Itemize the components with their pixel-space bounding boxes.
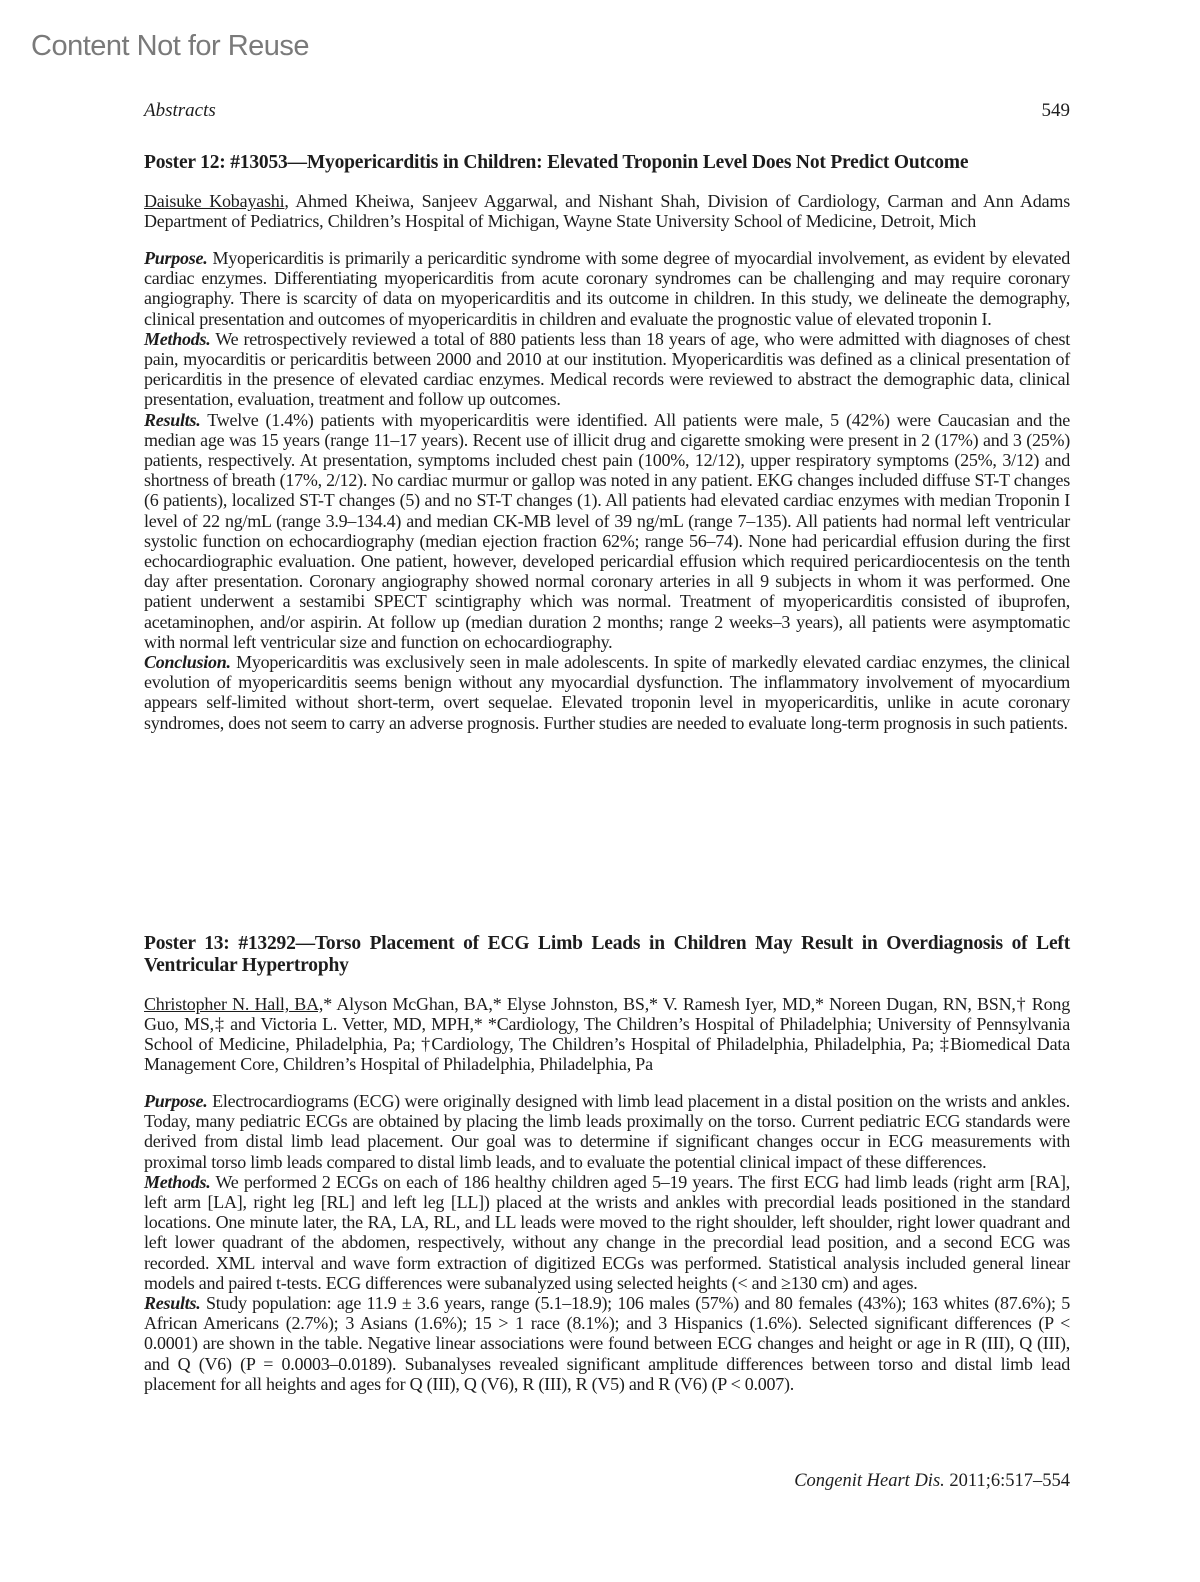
presenting-author: Daisuke Kobayashi [144, 191, 285, 211]
watermark: Content Not for Reuse [31, 30, 310, 62]
presenting-author: Christopher N. Hall, BA, [144, 994, 324, 1014]
section-text: Electrocardiograms (ECG) were originally designed with limb lead placement in a distal position on the wrists and ankles. Today, many pediatric ECGs are obtained by placing the limb leads proximally on the torso. Current pediatric ECG standards were derived from distal limb lead placement. Our goal was to determine if significant changes occur in ECG measurements with proximal torso limb leads compared to distal limb leads, and to evaluate the potential clinical impact of these differences. [144, 1091, 1070, 1172]
page-content-lower [144, 933, 1070, 1394]
abstract-title: Poster 13: #13292—Torso Placement of ECG Limb Leads in Children May Result in Overdiagnosis of Left Ventricular Hypertrophy [144, 933, 1070, 976]
section-results [144, 1293, 1070, 1394]
footer-volume: 2011;6:517–554 [944, 1471, 1070, 1491]
section-label: Results. [144, 1293, 201, 1314]
abstract-body [144, 1091, 1070, 1394]
footer-citation [794, 1471, 1070, 1492]
authors-affiliations: * Alyson McGhan, BA,* Elyse Johnston, BS,* V. Ramesh Iyer, MD,* Noreen Dugan, RN, BSN,† Rong Guo, MS,‡ and Victoria L. Vetter, MD, MPH,* *Cardiology, The Children’s Hospital of Philadelphia; University of Pennsylvania School of Medicine, Philadelphia, Pa; †Cardiology, The Children’s Hospital of Philadelphia, Philadelphia, Pa; ‡Biomedical Data Management Core, Children’s Hospital of Philadelphia, Philadelphia, Pa [144, 994, 1070, 1074]
running-head [144, 100, 1070, 130]
section-text: Study population: age 11.9 ± 3.6 years, range (5.1–18.9); 106 males (57%) and 80 females (43%); 163 whites (87.6%); 5 African Americans (2.7%); 3 Asians (1.6%); 15 > 1 race (8.1%); and 3 Hispanics (1.6%). Selected significant differences (P < 0.0001) are shown in the table. Negative linear associations were found between ECG changes and height or age in R (III), Q (III), and Q (V6) (P = 0.0003–0.0189). Subanalyses revealed significant amplitude differences between torso and distal limb lead placement for all heights and ages for Q (III), Q (V6), R (III), R (V5) and R (V6) (P < 0.007). [144, 1293, 1070, 1394]
section-label: Conclusion. [144, 652, 231, 673]
section-label: Purpose. [144, 1091, 208, 1111]
section-text: Myopericarditis was exclusively seen in male adolescents. In spite of markedly elevated cardiac enzymes, the clinical evolution of myopericarditis seems benign without any myocardial dysfunction. The inflammatory involvement of myocardium appears self-limited without short-term, overt sequelae. Elevated troponin level in myopericarditis, unlike in acute coronary syndromes, does not seem to carry an adverse prognosis. Further studies are needed to evaluate long-term prognosis in such patients. [144, 652, 1070, 733]
running-head-section: Abstracts [144, 100, 216, 121]
abstract-poster-13 [144, 933, 1070, 1394]
section-purpose [144, 1091, 1070, 1172]
section-results [144, 410, 1070, 652]
page-number: 549 [1041, 100, 1070, 121]
section-label: Purpose. [144, 248, 208, 268]
section-text: We performed 2 ECGs on each of 186 healthy children aged 5–19 years. The first ECG had limb leads (right arm [RA], left arm [LA], right leg [RL] and left leg [LL]) placed at the wrists and ankles with precordial leads positioned in the standard locations. One minute later, the RA, LA, RL, and LL leads were moved to the right shoulder, left shoulder, right lower quadrant and left lower quadrant of the abdomen, respectively, without any change in the precordial lead position, and a second ECG was recorded. XML interval and wave form extraction of digitized ECGs was performed. Statistical analysis included general linear models and paired t-tests. ECG differences were subanalyzed using selected heights (< and ≥130 cm) and ages. [144, 1171, 1070, 1293]
abstract-poster-12 [144, 152, 1070, 733]
section-text: Myopericarditis is primarily a pericarditic syndrome with some degree of myocardial involvement, as evident by elevated cardiac enzymes. Differentiating myopericarditis from acute coronary syndromes can be challenging and may require coronary angiography. There is scarcity of data on myopericarditis and its outcome in children. In this study, we delineate the demography, clinical presentation and outcomes of myopericarditis in children and evaluate the prognostic value of elevated troponin I. [144, 248, 1070, 329]
page-content [144, 100, 1070, 733]
section-conclusion [144, 652, 1070, 733]
abstract-authors [144, 191, 1070, 231]
section-label: Methods. [144, 328, 211, 349]
abstract-authors [144, 994, 1070, 1074]
footer-journal: Congenit Heart Dis. [794, 1471, 945, 1491]
section-methods [144, 1172, 1070, 1293]
section-text: We retrospectively reviewed a total of 880 patients less than 18 years of age, who were admitted with diagnoses of chest pain, myocarditis or pericarditis between 2000 and 2010 at our institution. Myopericarditis was defined as a clinical presentation of pericarditis in the presence of elevated cardiac enzymes. Medical records were reviewed to abstract the demographic data, clinical presentation, evaluation, treatment and follow up outcomes. [144, 328, 1070, 410]
section-label: Results. [144, 409, 201, 430]
abstract-body [144, 248, 1070, 733]
section-text: Twelve (1.4%) patients with myopericarditis were identified. All patients were male, 5 (42%) were Caucasian and the median age was 15 years (range 11–17 years). Recent use of illicit drug and cigarette smoking were present in 2 (17%) and 3 (25%) patients, respectively. At presentation, symptoms included chest pain (100%, 12/12), upper respiratory symptoms (25%, 3/12) and shortness of breath (17%, 2/12). No cardiac murmur or gallop was noted in any patient. EKG changes included diffuse ST-T changes (6 patients), localized ST-T changes (5) and no ST-T changes (1). All patients had elevated cardiac enzymes with median Troponin I level of 22 ng/mL (range 3.9–134.4) and median CK-MB level of 39 ng/mL (range 7–135). All patients had normal left ventricular systolic function on echocardiography (median ejection fraction 62%; range 56–74). None had pericardial effusion during the first echocardiographic evaluation. One patient, however, developed pericardial effusion which required pericardiocentesis on the tenth day after presentation. Coronary angiography showed normal coronary arteries in all 9 subjects in whom it was performed. One patient underwent a sestamibi SPECT scintigraphy which was normal. Treatment of myopericarditis consisted of ibuprofen, acetaminophen, and/or aspirin. At follow up (median duration 2 months; range 2 weeks–3 years), all patients were asymptomatic with normal left ventricular size and function on echocardiography. [144, 409, 1070, 652]
section-purpose [144, 248, 1070, 329]
section-methods [144, 329, 1070, 410]
abstract-title: Poster 12: #13053—Myopericarditis in Children: Elevated Troponin Level Does Not Predict Outcome [144, 152, 969, 173]
section-label: Methods. [144, 1171, 211, 1192]
authors-affiliations: , Ahmed Kheiwa, Sanjeev Aggarwal, and Nishant Shah, Division of Cardiology, Carman and Ann Adams Department of Pediatrics, Children’s Hospital of Michigan, Wayne State University School of Medicine, Detroit, Mich [144, 191, 1071, 231]
